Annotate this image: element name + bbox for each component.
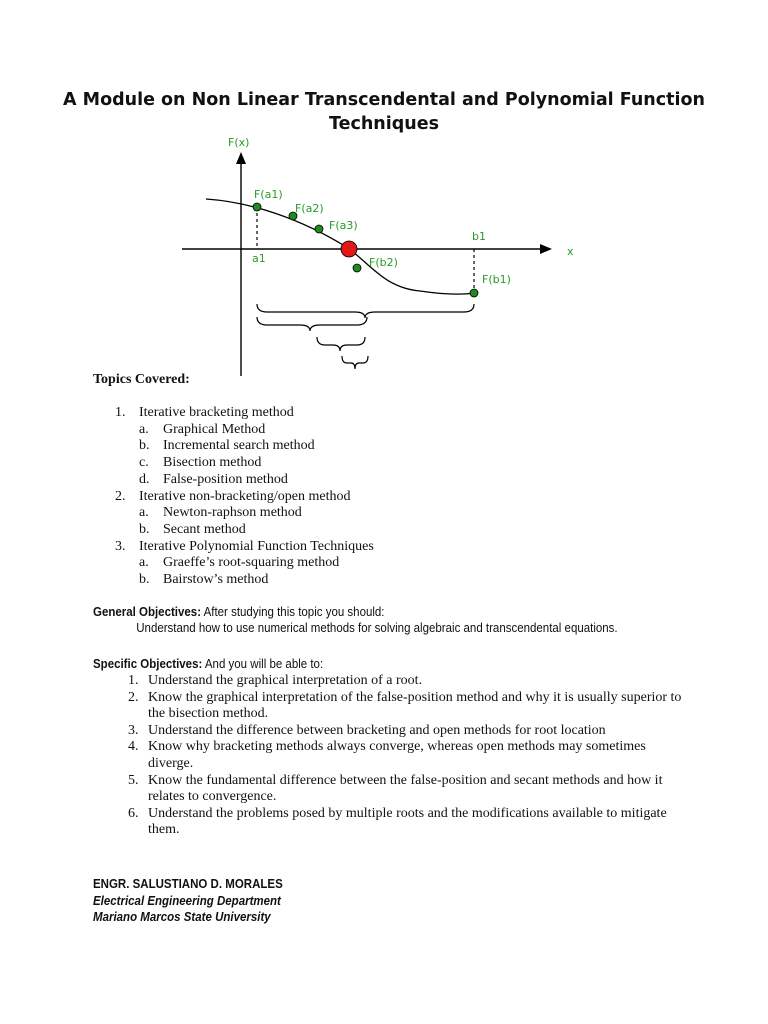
subtopic-label: Secant method xyxy=(163,521,246,537)
objective-text: Know the fundamental difference between the false-position and secant methods and how it relates to convergence. xyxy=(148,772,663,805)
objective-item xyxy=(128,690,688,723)
point-fa1 xyxy=(253,203,261,211)
topic-label: Iterative Polynomial Function Techniques xyxy=(139,538,374,554)
objective-text: Understand the difference between bracketing and open methods for root location xyxy=(148,722,606,738)
author-department: Electrical Engineering Department xyxy=(93,893,281,908)
topic-item xyxy=(115,539,675,556)
subtopic-letter: b. xyxy=(139,521,150,537)
label-a1: a1 xyxy=(252,252,266,265)
objective-number: 5. xyxy=(128,772,139,788)
subtopic-item xyxy=(115,422,675,439)
subtopic-label: Bairstow’s method xyxy=(163,572,269,588)
subtopic-label: Bisection method xyxy=(163,455,262,471)
subtopic-item xyxy=(115,438,675,455)
subtopic-label: Incremental search method xyxy=(163,438,315,454)
root-point xyxy=(341,241,357,257)
specific-objectives-intro: And you will be able to: xyxy=(204,657,324,671)
objective-number: 1. xyxy=(128,673,139,688)
topic-label: Iterative non-bracketing/open method xyxy=(139,488,351,504)
subtopic-letter: a. xyxy=(139,555,149,571)
topic-number: 2. xyxy=(115,488,126,504)
brace-1 xyxy=(257,304,474,318)
subtopic-letter: d. xyxy=(139,471,150,487)
objective-number: 4. xyxy=(128,739,139,755)
root-bracketing-figure xyxy=(170,128,590,376)
y-axis-label: F(x) xyxy=(228,136,250,149)
general-objectives-text: Understand how to use numerical methods for solving algebraic and transcendental equations. xyxy=(136,621,618,635)
figure-svg xyxy=(170,128,590,376)
function-curve xyxy=(206,199,475,294)
label-fb2: F(b2) xyxy=(369,256,398,269)
interval-braces xyxy=(257,304,474,369)
subtopic-item xyxy=(115,505,675,522)
objective-item xyxy=(128,806,688,839)
topics-list xyxy=(115,405,675,589)
subtopic-label: Graeffe’s root-squaring method xyxy=(163,555,340,571)
subtopic-letter: a. xyxy=(139,505,149,521)
objective-text: Understand the problems posed by multiple roots and the modifications available to mitigate them. xyxy=(148,805,667,838)
objective-number: 6. xyxy=(128,805,139,821)
objective-item xyxy=(128,673,688,690)
objective-item xyxy=(128,723,688,740)
label-fb1: F(b1) xyxy=(482,273,511,286)
brace-2 xyxy=(257,317,367,331)
objective-text: Know why bracketing methods always converge, whereas open methods may sometimes diverge. xyxy=(148,739,646,771)
topic-number: 3. xyxy=(115,538,126,554)
subtopic-letter: c. xyxy=(139,455,149,471)
objective-text: Know the graphical interpretation of the false-position method and why it is usually superior to the bisection method. xyxy=(148,689,682,722)
specific-objectives-list xyxy=(128,673,688,839)
topic-number: 1. xyxy=(115,405,126,420)
objective-number: 2. xyxy=(128,689,139,705)
y-axis-arrow xyxy=(236,152,246,164)
subtopic-item xyxy=(115,555,675,572)
subtopic-item xyxy=(115,522,675,539)
subtopic-item xyxy=(115,472,675,489)
general-objectives-intro: After studying this topic you should: xyxy=(203,605,385,619)
brace-4 xyxy=(342,356,368,369)
document-title: A Module on Non Linear Transcendental and Polynomial Function Techniques xyxy=(63,90,705,134)
author-block xyxy=(93,876,283,926)
subtopic-letter: b. xyxy=(139,572,150,588)
topic-label: Iterative bracketing method xyxy=(139,405,294,420)
brace-3 xyxy=(317,337,365,351)
point-fa3 xyxy=(315,225,323,233)
label-fa3: F(a3) xyxy=(329,219,358,232)
subtopic-letter: b. xyxy=(139,438,150,454)
specific-objectives-label: Specific Objectives: xyxy=(93,657,203,671)
subtopic-item xyxy=(115,455,675,472)
label-b1: b1 xyxy=(472,230,486,243)
subtopic-label: Graphical Method xyxy=(163,421,266,437)
subtopic-label: False-position method xyxy=(163,471,288,487)
x-axis-label: x xyxy=(567,245,574,258)
author-name: ENGR. SALUSTIANO D. MORALES xyxy=(93,877,283,891)
point-fb2 xyxy=(353,264,361,272)
label-fa1: F(a1) xyxy=(254,188,283,201)
topic-item xyxy=(115,405,675,422)
objective-item xyxy=(128,739,688,772)
specific-objectives-heading xyxy=(93,656,663,672)
subtopic-item xyxy=(115,572,675,589)
subtopic-letter: a. xyxy=(139,421,149,437)
objective-number: 3. xyxy=(128,722,139,738)
x-axis-arrow xyxy=(540,244,552,254)
label-fa2: F(a2) xyxy=(295,202,324,215)
topic-item xyxy=(115,489,675,506)
general-objectives xyxy=(93,604,663,636)
topics-heading: Topics Covered: xyxy=(93,372,190,387)
subtopic-label: Newton-raphson method xyxy=(163,505,302,521)
point-fb1 xyxy=(470,289,478,297)
author-university: Mariano Marcos State University xyxy=(93,910,271,924)
objective-item xyxy=(128,773,688,806)
general-objectives-label: General Objectives: xyxy=(93,605,202,619)
objective-text: Understand the graphical interpretation of a root. xyxy=(148,673,423,688)
